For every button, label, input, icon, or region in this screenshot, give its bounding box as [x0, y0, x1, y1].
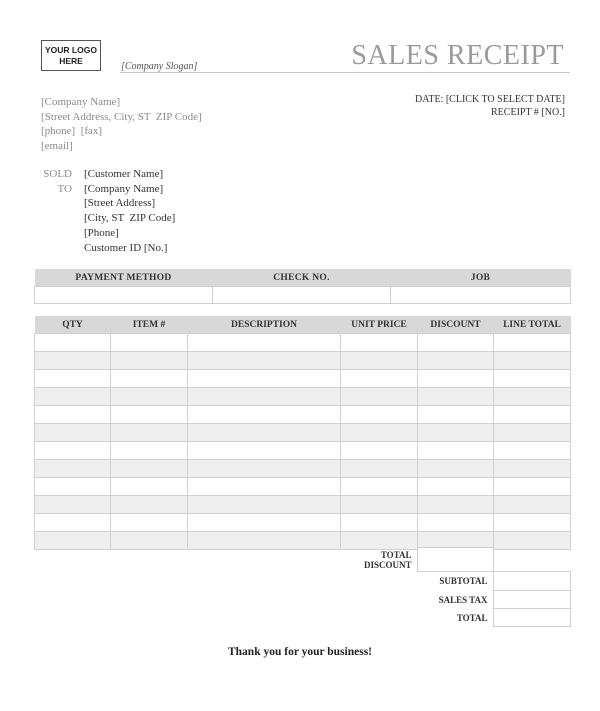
total-discount-cell[interactable]	[417, 548, 493, 572]
customer-id-field[interactable]: Customer ID [No.]	[84, 241, 168, 254]
discount-cell[interactable]	[418, 442, 494, 460]
table-row	[35, 442, 571, 460]
unit-price-cell[interactable]	[341, 406, 418, 424]
unit-price-cell[interactable]	[341, 460, 418, 478]
unit-price-cell[interactable]	[341, 370, 418, 388]
total-cell[interactable]	[493, 609, 570, 627]
total-label: TOTAL	[456, 612, 488, 623]
qty-cell[interactable]	[35, 370, 111, 388]
subtotal-label: SUBTOTAL	[439, 576, 488, 587]
company-info	[41, 95, 202, 154]
subtotal-cell[interactable]	[493, 572, 570, 591]
qty-cell[interactable]	[35, 424, 111, 442]
customer-company-field[interactable]: [Company Name]	[84, 182, 164, 195]
discount-cell[interactable]	[418, 370, 494, 388]
table-row	[35, 478, 571, 496]
discount-cell[interactable]	[418, 406, 494, 424]
qty-cell[interactable]	[35, 460, 111, 478]
items-table	[34, 316, 571, 550]
item-number-cell[interactable]	[111, 370, 188, 388]
company-phone-fax-field[interactable]: [phone] [fax]	[41, 125, 103, 138]
discount-cell[interactable]	[418, 496, 494, 514]
total-discount-label	[340, 548, 417, 572]
to-label: TO	[57, 182, 72, 195]
item-number-cell[interactable]	[111, 442, 188, 460]
table-row	[35, 460, 571, 478]
qty-header: QTY	[35, 316, 111, 334]
table-row	[35, 496, 571, 514]
line-total-cell[interactable]	[494, 370, 571, 388]
unit-price-cell[interactable]	[341, 388, 418, 406]
qty-cell[interactable]	[35, 496, 111, 514]
sold-label: SOLD	[43, 168, 72, 180]
table-row	[35, 424, 571, 442]
qty-cell[interactable]	[35, 478, 111, 496]
item-number-cell[interactable]	[111, 460, 188, 478]
customer-info	[84, 167, 175, 255]
logo-placeholder[interactable]	[41, 40, 101, 71]
line-total-cell[interactable]	[494, 514, 571, 532]
discount-cell[interactable]	[418, 388, 494, 406]
items-body	[35, 334, 571, 550]
date-picker-field[interactable]: DATE: [CLICK TO SELECT DATE]	[415, 94, 565, 105]
description-cell[interactable]	[188, 370, 341, 388]
unit-price-header: UNIT PRICE	[341, 316, 418, 334]
unit-price-cell[interactable]	[341, 334, 418, 352]
thank-you-message: Thank you for your business!	[227, 646, 372, 658]
item-number-cell[interactable]	[111, 514, 188, 532]
logo-text-line2: HERE	[59, 56, 83, 66]
company-address-field[interactable]: [Street Address, City, ST ZIP Code]	[41, 110, 202, 123]
line-total-cell[interactable]	[494, 442, 571, 460]
qty-cell[interactable]	[35, 334, 111, 352]
unit-price-cell[interactable]	[341, 478, 418, 496]
description-cell[interactable]	[188, 388, 341, 406]
discount-header: DISCOUNT	[418, 316, 494, 334]
item-number-header: ITEM #	[111, 316, 188, 334]
discount-cell[interactable]	[418, 478, 494, 496]
line-total-header: LINE TOTAL	[494, 316, 571, 334]
qty-cell[interactable]	[35, 388, 111, 406]
qty-cell[interactable]	[35, 352, 111, 370]
customer-phone-field[interactable]: [Phone]	[84, 226, 119, 239]
qty-cell[interactable]	[35, 406, 111, 424]
description-cell[interactable]	[188, 496, 341, 514]
check-no-cell[interactable]	[213, 287, 391, 304]
job-cell[interactable]	[391, 287, 571, 304]
table-row	[35, 388, 571, 406]
table-row	[35, 370, 571, 388]
line-total-cell[interactable]	[494, 388, 571, 406]
sales-tax-cell[interactable]	[493, 591, 570, 609]
table-row	[35, 352, 571, 370]
description-cell[interactable]	[188, 424, 341, 442]
item-number-cell[interactable]	[111, 496, 188, 514]
description-header: DESCRIPTION	[188, 316, 341, 334]
line-total-cell[interactable]	[494, 460, 571, 478]
customer-name-field[interactable]: [Customer Name]	[84, 168, 164, 180]
qty-cell[interactable]	[35, 442, 111, 460]
line-total-cell[interactable]	[494, 478, 571, 496]
discount-cell[interactable]	[418, 424, 494, 442]
company-slogan[interactable]: [Company Slogan]	[121, 61, 198, 72]
discount-cell[interactable]	[418, 334, 494, 352]
line-total-cell[interactable]	[494, 496, 571, 514]
item-number-cell[interactable]	[111, 406, 188, 424]
receipt-number-field[interactable]: RECEIPT # [NO.]	[491, 107, 565, 118]
payment-method-header: PAYMENT METHOD	[35, 269, 213, 287]
page-title: SALES RECEIPT	[351, 40, 564, 71]
line-total-cell[interactable]	[494, 334, 571, 352]
item-number-cell[interactable]	[111, 352, 188, 370]
item-number-cell[interactable]	[111, 424, 188, 442]
description-cell[interactable]	[188, 442, 341, 460]
discount-cell[interactable]	[418, 352, 494, 370]
receipt-info	[415, 93, 565, 119]
line-total-cell[interactable]	[494, 406, 571, 424]
description-cell[interactable]	[188, 460, 341, 478]
table-row	[35, 514, 571, 532]
unit-price-cell[interactable]	[341, 514, 418, 532]
payment-table	[34, 269, 571, 304]
sold-to-label	[41, 167, 72, 196]
discount-cell[interactable]	[418, 460, 494, 478]
totals-table	[34, 547, 571, 627]
check-no-header: CHECK NO.	[213, 269, 391, 287]
company-email-field[interactable]: [email]	[41, 140, 73, 153]
qty-cell[interactable]	[35, 514, 111, 532]
customer-street-field[interactable]: [Street Address]	[84, 197, 156, 210]
item-number-cell[interactable]	[111, 388, 188, 406]
item-number-cell[interactable]	[111, 478, 188, 496]
unit-price-cell[interactable]	[341, 496, 418, 514]
payment-method-cell[interactable]	[35, 287, 213, 304]
description-cell[interactable]	[188, 406, 341, 424]
description-cell[interactable]	[188, 478, 341, 496]
total-discount-label-line2: DISCOUNT	[363, 559, 412, 570]
description-cell[interactable]	[188, 352, 341, 370]
line-total-cell[interactable]	[494, 424, 571, 442]
line-total-cell[interactable]	[494, 352, 571, 370]
description-cell[interactable]	[188, 514, 341, 532]
item-number-cell[interactable]	[111, 334, 188, 352]
sales-tax-label: SALES TAX	[438, 594, 488, 605]
total-discount-label-line1: TOTAL	[380, 549, 412, 560]
job-header: JOB	[391, 269, 571, 287]
unit-price-cell[interactable]	[341, 442, 418, 460]
logo-text-line1: YOUR LOGO	[45, 45, 97, 55]
table-row	[35, 334, 571, 352]
customer-city-field[interactable]: [City, ST ZIP Code]	[84, 212, 176, 225]
table-row	[35, 406, 571, 424]
unit-price-cell[interactable]	[341, 352, 418, 370]
unit-price-cell[interactable]	[341, 424, 418, 442]
description-cell[interactable]	[188, 334, 341, 352]
discount-cell[interactable]	[418, 514, 494, 532]
company-name-field[interactable]: [Company Name]	[41, 96, 121, 108]
title-divider	[120, 72, 570, 73]
